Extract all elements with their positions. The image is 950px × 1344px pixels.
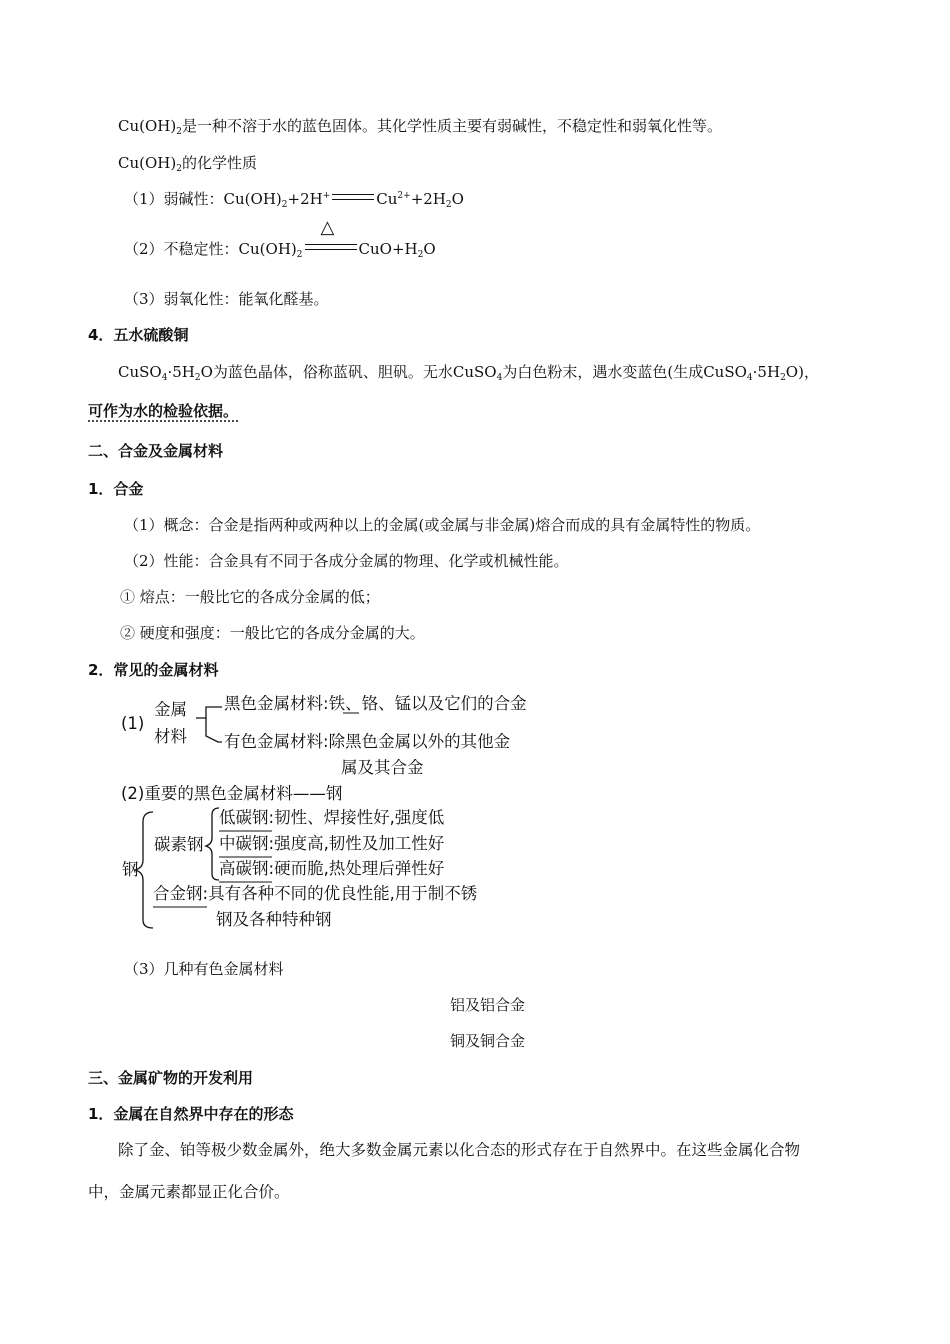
color-metal-desc: 除黑色金属以外的其他金: [328, 732, 511, 751]
melting-point: ① 熔点：一般比它的各成分金属的低；: [120, 588, 380, 606]
mid-carbon-desc: 强度高,韧性及加工性好: [274, 834, 445, 853]
subheading-metal-materials: 2．常见的金属材料: [88, 661, 219, 679]
color-metal-row: 有色金属材料:除黑色金属以外的其他金: [224, 732, 511, 751]
nonferrous-title: （3）几种有色金属材料: [124, 960, 284, 978]
alloy-steel-row: 合金钢:具有各种不同的优良性能,用于制不锈: [153, 884, 478, 903]
hardness-strength: ② 硬度和强度：一般比它的各成分金属的大。: [120, 624, 425, 642]
low-carbon-desc: 韧性、焊接性好,强度低: [274, 808, 445, 827]
alloy-property: （2）性能：合金具有不同于各成分金属的物理、化学或机械性能。: [124, 552, 569, 570]
bracket-color-metal: [206, 718, 222, 742]
alloy-steel-desc: 具有各种不同的优良性能,用于制不锈: [208, 884, 478, 903]
cuoh2-props-title: $Cu(OH)_2$的化学性质: [118, 154, 257, 174]
metal-materials-label-a: 金属: [154, 700, 187, 719]
high-carbon-label: 高碳钢: [219, 859, 269, 878]
heading-alloys: 二、合金及金属材料: [88, 442, 224, 460]
high-carbon-desc: 硬而脆,热处理后弹性好: [274, 859, 445, 878]
weak-oxidizing: （3）弱氧化性：能氧化醛基。: [124, 290, 329, 308]
water-test-emphasis: 可作为水的检验依据。: [88, 402, 239, 420]
alloy-steel-desc-2: 钢及各种特种钢: [216, 910, 332, 929]
natural-forms-para-1: 除了金、铂等极少数金属外，绝大多数金属元素以化合态的形式存在于自然界中。在这些金属化合物: [118, 1141, 801, 1159]
brace-carbon-steel: [206, 808, 219, 880]
copper-alloy: 铜及铜合金: [450, 1032, 526, 1050]
metal-materials-label-b: 材料: [154, 727, 187, 746]
black-metal-desc: 铁、铬、锰以及它们的合金: [328, 694, 527, 713]
carbon-steel-label: 碳素钢: [154, 835, 204, 854]
copper-sulfate-para: $CuSO_4\cdot 5H_2O$为蓝色晶体，俗称蓝矾、胆矾。无水CuSO$_4$为白色粉末，遇水变蓝色(生成$CuSO_4\cdot 5H_2O$)，: [118, 363, 819, 383]
color-metal-label: 有色金属材料: [224, 732, 323, 751]
delta-icon: △: [320, 217, 335, 238]
color-metal-desc-2: 属及其合金: [341, 758, 424, 777]
aluminum-alloy: 铝及铝合金: [450, 996, 526, 1014]
low-carbon-label: 低碳钢: [219, 808, 269, 827]
black-metal-row: 黑色金属材料:铁、铬、锰以及它们的合金: [224, 694, 527, 713]
steel-label: 钢: [122, 860, 139, 879]
alloy-concept: （1）概念：合金是指两种或两种以上的金属(或金属与非金属)熔合而成的具有金属特性的物质。: [124, 516, 761, 534]
steel-title: (2)重要的黑色金属材料——钢: [121, 784, 343, 803]
low-carbon-row: 低碳钢:韧性、焊接性好,强度低: [219, 808, 445, 827]
natural-forms-para-2: 中，金属元素都显正化合价。: [88, 1183, 290, 1201]
alloy-steel-label: 合金钢: [153, 884, 203, 903]
heading-mineral: 三、金属矿物的开发利用: [88, 1069, 254, 1087]
heading-copper-sulfate: 4．五水硫酸铜: [88, 326, 189, 344]
mid-carbon-row: 中碳钢:强度高,韧性及加工性好: [219, 834, 445, 853]
black-metal-label: 黑色金属材料: [224, 694, 323, 713]
fig-label-1: (1): [121, 714, 145, 733]
subheading-alloy: 1．合金: [88, 480, 144, 498]
high-carbon-row: 高碳钢:硬而脆,热处理后弹性好: [219, 859, 445, 878]
subheading-natural-forms: 1．金属在自然界中存在的形态: [88, 1105, 294, 1123]
cuoh2-intro: $Cu(OH)_2$是一种不溶于水的蓝色固体。其化学性质主要有弱碱性，不稳定性和弱氧化性等。: [118, 117, 722, 137]
instability-equation: （2）不稳定性：$Cu(OH)_2$ △ $CuO+H_2O$: [124, 217, 436, 260]
bracket-black-metal: [196, 707, 222, 718]
mid-carbon-label: 中碳钢: [219, 834, 269, 853]
weak-base-equation: （1）弱碱性：$Cu(OH)_2+2H^+$ $Cu^{2+}+2H_2O$: [124, 190, 464, 210]
